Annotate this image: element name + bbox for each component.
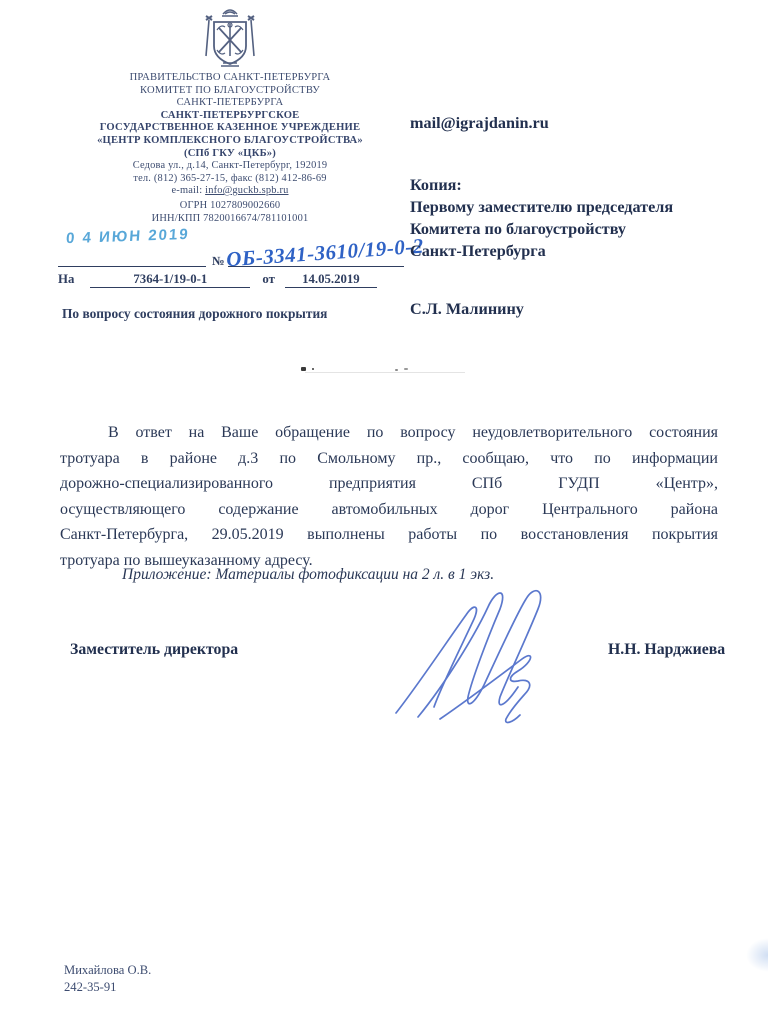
body-line: осуществляющего содержание автомобильных дорог Центрального района <box>60 500 718 518</box>
letterhead-email-line <box>45 185 415 197</box>
reply-reference-row <box>58 272 408 288</box>
letterhead-government-line3: САНКТ-ПЕТЕРБУРГА <box>176 97 284 109</box>
date-underline <box>58 266 206 267</box>
attachment-note: Приложение: Материалы фотофиксации на 2 л. в 1 экз. <box>122 566 495 583</box>
copy-label: Копия: <box>410 176 462 194</box>
letterhead-org-line3: «ЦЕНТР КОМПЛЕКСНОГО БЛАГОУСТРОЙСТВА» <box>97 134 363 146</box>
subject-line: По вопросу состояния дорожного покрытия <box>62 306 328 321</box>
recipient-name: С.Л. Малинину <box>410 300 524 318</box>
letterhead-inn-kpp: ИНН/КПП 7820016674/781101001 <box>151 212 309 224</box>
handwritten-signature <box>388 585 578 725</box>
copy-addressee-line3: Санкт-Петербурга <box>410 242 546 260</box>
letterhead <box>45 6 415 225</box>
email-label: e-mail: <box>171 184 206 196</box>
body-line: тротуара по вышеуказанному адресу. <box>60 551 313 569</box>
executor-phone: 242-35-91 <box>64 980 117 994</box>
spb-coat-of-arms-icon <box>197 6 263 68</box>
scan-artifact <box>746 938 768 972</box>
recipient-block <box>410 112 750 320</box>
letterhead-ogrn: ОГРН 1027809002660 <box>179 200 281 212</box>
body-line: В ответ на Ваше обращение по вопросу неудовлетворительного состояния <box>108 424 718 441</box>
letterhead-org-line2: ГОСУДАРСТВЕННОЕ КАЗЕННОЕ УЧРЕЖДЕНИЕ <box>99 122 361 134</box>
number-sign: № <box>212 254 225 268</box>
signer-name: Н.Н. Нарджиева <box>608 641 726 658</box>
handwritten-outgoing-number: ОБ-3341-3610/19-0-2 <box>225 233 425 272</box>
recipient-email: mail@igrajdanin.ru <box>410 114 549 132</box>
executor-name: Михайлова О.В. <box>64 963 152 977</box>
copy-addressee-line2: Комитета по благоустройству <box>410 220 627 238</box>
letter-body <box>60 420 718 573</box>
reply-date: 14.05.2019 <box>285 272 377 288</box>
letterhead-org-abbrev: (СПб ГКУ «ЦКБ») <box>183 147 277 159</box>
executor-block <box>64 962 151 996</box>
letterhead-address: Седова ул., д.14, Санкт-Петербург, 192019 <box>132 160 328 172</box>
letterhead-org-line1: САНКТ-ПЕТЕРБУРГСКОЕ <box>160 109 300 121</box>
letterhead-phones: тел. (812) 365-27-15, факс (812) 412-86-69 <box>133 172 327 184</box>
org-email-address: info@guckb.spb.ru <box>205 184 289 196</box>
incoming-date-stamp: 0 4 ИЮН 2019 <box>65 225 191 248</box>
from-label: от <box>262 272 275 286</box>
signer-position: Заместитель директора <box>70 641 239 658</box>
body-line: Санкт-Петербурга, 29.05.2019 выполнены работы по восстановления покрытия <box>60 526 718 543</box>
body-line: тротуара в районе д.3 по Смольному пр., сообщаю, что по информации <box>60 449 718 467</box>
letterhead-government-line2: КОМИТЕТ ПО БЛАГОУСТРОЙСТВУ <box>140 84 320 96</box>
reply-label: На <box>58 272 75 286</box>
reply-number: 7364-1/19-0-1 <box>90 272 250 288</box>
body-line: дорожно-специализированного предприятия СПб ГУДП «Центр», <box>60 475 718 492</box>
copy-addressee-line1: Первому заместителю председателя <box>410 198 674 216</box>
letterhead-government-line1: ПРАВИТЕЛЬСТВО САНКТ-ПЕТЕРБУРГА <box>129 72 331 83</box>
